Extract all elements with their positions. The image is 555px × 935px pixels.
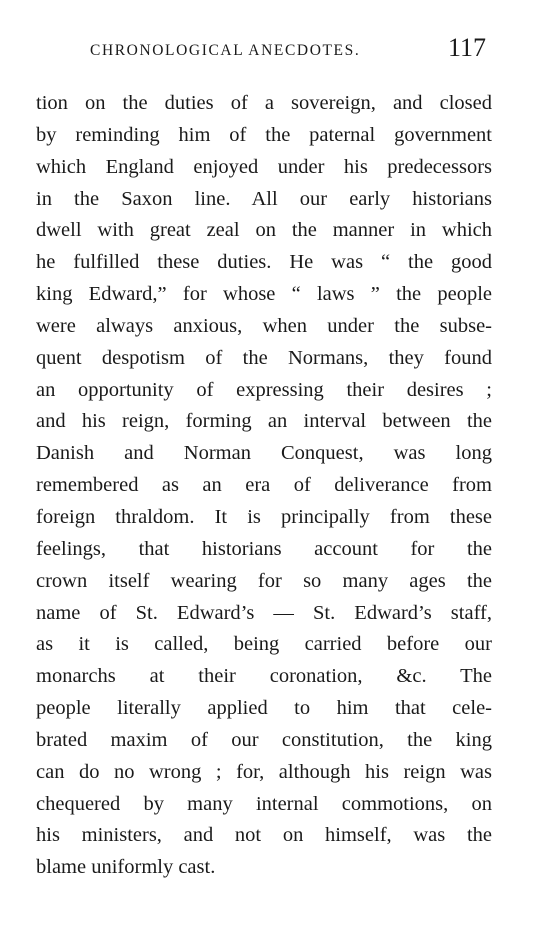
text-line: blame uniformly cast. xyxy=(36,856,216,879)
text-line: crown itself wearing for so many ages the xyxy=(36,569,492,592)
text-line: which England enjoyed under his predecessors xyxy=(36,155,492,178)
running-title: CHRONOLOGICAL ANECDOTES. xyxy=(90,42,361,59)
text-line: monarchs at their coronation, &c. The xyxy=(36,665,492,688)
body-text xyxy=(36,88,492,884)
text-line: brated maxim of our constitution, the king xyxy=(36,728,492,751)
text-line: were always anxious, when under the subse- xyxy=(36,314,492,337)
text-line: quent despotism of the Normans, they found xyxy=(36,346,492,369)
text-line: an opportunity of expressing their desires ; xyxy=(36,378,492,401)
text-line: can do no wrong ; for, although his reign was xyxy=(36,760,492,783)
text-line: and his reign, forming an interval between the xyxy=(36,410,492,433)
text-line: feelings, that historians account for the xyxy=(36,537,492,560)
text-line: his ministers, and not on himself, was the xyxy=(36,824,492,847)
text-line: as it is called, being carried before our xyxy=(36,633,492,656)
running-head xyxy=(90,33,490,67)
text-line: by reminding him of the paternal government xyxy=(36,123,492,146)
text-line: Danish and Norman Conquest, was long xyxy=(36,442,492,465)
text-line: tion on the duties of a sovereign, and closed xyxy=(36,92,492,114)
text-line: dwell with great zeal on the manner in which xyxy=(36,219,492,242)
text-line: people literally applied to him that cele- xyxy=(36,697,492,720)
text-line: remembered as an era of deliverance from xyxy=(36,474,492,497)
text-line: king Edward,” for whose “ laws ” the people xyxy=(36,283,492,306)
text-line: chequered by many internal commotions, on xyxy=(36,792,492,815)
page-number: 117 xyxy=(447,33,486,62)
text-line: foreign thraldom. It is principally from these xyxy=(36,505,492,528)
text-line: he fulfilled these duties. He was “ the good xyxy=(36,251,492,274)
text-line: name of St. Edward’s — St. Edward’s staff, xyxy=(36,601,492,624)
text-line: in the Saxon line. All our early historians xyxy=(36,187,492,210)
